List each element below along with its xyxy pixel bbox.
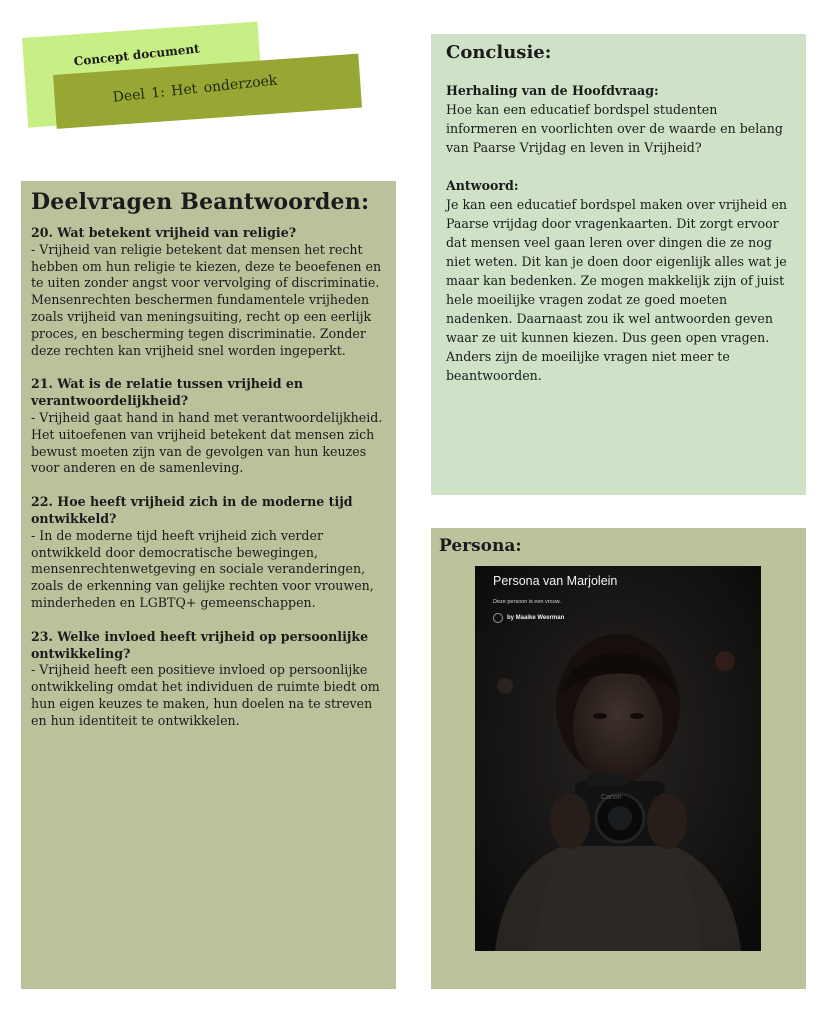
section-label: Deel 1: Het onderzoek <box>111 72 279 106</box>
persona-title: Persona: <box>439 536 522 556</box>
subquestions-panel <box>21 181 396 989</box>
main-question-text: Hoe kan een educatief bordspel studenten informeren en voorlichten over de waarde en belang van Paarse Vrijdag en leven in Vrijheid? <box>446 102 783 155</box>
conclusion-panel <box>431 34 806 495</box>
author-name: by Maaike Weerman <box>507 615 565 621</box>
qa-item <box>31 225 388 359</box>
main-question-heading: Herhaling van de Hoofdvraag: <box>446 83 659 98</box>
qa-item <box>31 376 388 477</box>
answer: - Vrijheid heeft een positieve invloed op persoonlijke ontwikkeling omdat het individuen de ruimte biedt om hun eigen keuzes te maken, hun doelen na te streven en hun identiteit te ontwikkelen. <box>31 662 380 728</box>
answer: - Vrijheid van religie betekent dat mensen het recht hebben om hun religie te kiezen, deze te beoefenen en te uiten zonder angst voor vervolging of discriminatie. Mensenrechten beschermen fundamentele vrijheden zoals vrijheid van meningsuiting, recht op een eerlijk proces, en bescherming tegen discriminatie. Zonder deze rechten kan vrijheid snel worden ingeperkt. <box>31 241 382 358</box>
answer: - In de moderne tijd heeft vrijheid zich verder ontwikkeld door democratische bewegingen, mensenrechtenwetgeving en sociale veranderingen, zoals de erkenning van gelijke rechten voor vrouwen, minderheden en LGBTQ+ gemeenschappen. <box>31 527 374 610</box>
persona-photo <box>475 566 761 951</box>
author-avatar-icon <box>493 613 503 623</box>
conclusion-title: Conclusie: <box>446 42 552 63</box>
camera-brand: Canon <box>601 794 622 801</box>
answer-block <box>446 176 792 385</box>
qa-item <box>31 494 388 612</box>
question: 23. Welke invloed heeft vrijheid op persoonlijke ontwikkeling? <box>31 628 369 661</box>
persona-panel <box>431 528 806 989</box>
answer-text: Je kan een educatief bordspel maken over vrijheid en Paarse vrijdag door vragenkaarten. Dit zorgt ervoor dat mensen veel gaan leren over dingen die ze nog niet weten. Dit kan je doen door eigenlijk alles wat je maar kan bedenken. Ze mogen makkelijk zijn of juist hele moeilijke vragen zodat ze goed moeten nadenken. Daarnaast zou ik wel antwoorden geven waar ze uit kunnen kiezen. Dus geen open vragen. Anders zijn de moeilijke vragen niet meer te beantwoorden. <box>446 197 788 383</box>
main-question-block <box>446 81 792 157</box>
answer-heading: Antwoord: <box>446 178 519 193</box>
subquestions-title: Deelvragen Beantwoorden: <box>31 189 370 215</box>
persona-card-author <box>493 613 564 623</box>
question: 20. Wat betekent vrijheid van religie? <box>31 225 297 240</box>
persona-card-subtitle: Deze persoon is een vrouw. <box>493 599 561 605</box>
persona-card <box>475 566 761 951</box>
concept-document-label: Concept document <box>73 41 201 69</box>
question: 21. Wat is de relatie tussen vrijheid en verantwoordelijkheid? <box>31 376 304 409</box>
question: 22. Hoe heeft vrijheid zich in de moderne tijd ontwikkeld? <box>31 494 353 526</box>
qa-item <box>31 629 388 730</box>
answer: - Vrijheid gaat hand in hand met verantwoordelijkheid. Het uitoefenen van vrijheid betekent dat mensen zich bewust moeten zijn van de gevolgen van hun keuzes voor anderen en de samenleving. <box>31 409 383 476</box>
persona-card-title: Persona van Marjolein <box>493 574 618 588</box>
